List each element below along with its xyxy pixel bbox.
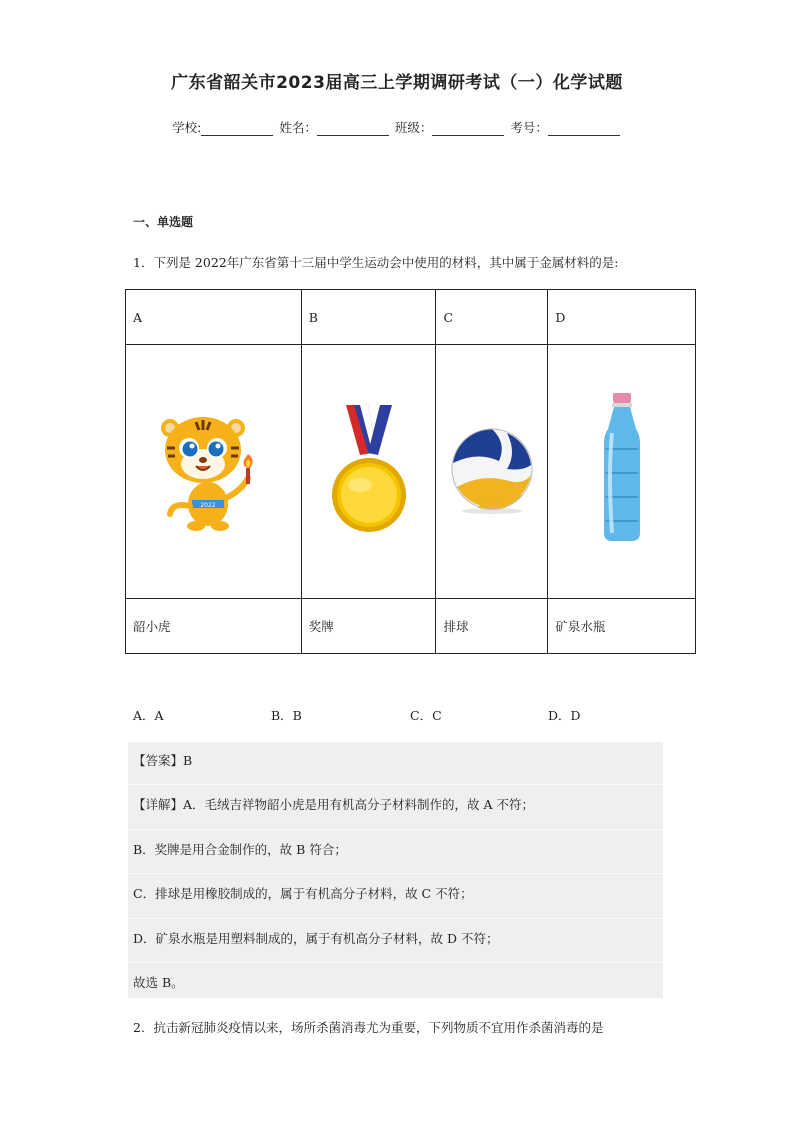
option-name-c: 排球 [436, 599, 548, 654]
class-label: 班级： [394, 120, 433, 135]
option-letter-c: C [436, 290, 548, 345]
option-letter-a: A [126, 290, 302, 345]
question-2-stem: 2．抗击新冠肺炎疫情以来，场所杀菌消毒尤为重要，下列物质不宜用作杀菌消毒的是 [133, 1020, 604, 1035]
options-table [125, 289, 696, 654]
page-title: 广东省韶关市2023届高三上学期调研考试（一）化学试题 [171, 73, 623, 93]
choice-b[interactable]: B．B [271, 708, 302, 723]
volleyball-image-cell [436, 345, 548, 599]
gold-medal-icon [324, 405, 414, 535]
option-name-a: 韶小虎 [126, 599, 302, 654]
detail-line-5: 故选 B。 [133, 975, 184, 990]
school-blank [201, 123, 273, 136]
answer-line: 【答案】B [133, 753, 193, 768]
section-heading: 一、单选题 [133, 215, 194, 229]
svg-text:2022: 2022 [200, 501, 216, 509]
volleyball-icon [447, 425, 537, 515]
choice-c[interactable]: C．C [410, 708, 442, 723]
option-name-b: 奖牌 [301, 599, 436, 654]
gold-medal-image-cell [301, 345, 436, 599]
option-letter-b: B [301, 290, 436, 345]
student-info-fields [0, 118, 794, 136]
class-blank [432, 123, 504, 136]
choice-d[interactable]: D．D [548, 708, 581, 723]
school-label: 学校: [172, 120, 202, 135]
water-bottle-icon [592, 393, 652, 548]
question-1-stem: 1．下列是 2022年广东省第十三届中学生运动会中使用的材料，其中属于金属材料的是: [133, 255, 619, 270]
choice-a[interactable]: A．A [133, 708, 164, 723]
detail-line-3: C．排球是用橡胶制成的，属于有机高分子材料，故 C 不符； [133, 886, 473, 901]
option-letter-d: D [548, 290, 696, 345]
exam-no-label: 考号： [510, 120, 548, 135]
detail-line-1: 【详解】A．毛绒吉祥物韶小虎是用有机高分子材料制作的，故 A 不符； [133, 797, 535, 812]
detail-line-2: B．奖牌是用合金制作的，故 B 符合； [133, 842, 347, 857]
option-name-d: 矿泉水瓶 [548, 599, 696, 654]
detail-line-4: D．矿泉水瓶是用塑料制成的，属于有机高分子材料，故 D 不符； [133, 931, 499, 946]
name-label: 姓名： [279, 120, 317, 135]
name-blank [317, 123, 389, 136]
water-bottle-image-cell [548, 345, 696, 599]
tiger-mascot-image-cell [126, 345, 302, 599]
exam-no-blank [548, 123, 620, 136]
tiger-mascot-icon [158, 408, 268, 533]
answer-explanation-box [128, 742, 663, 998]
